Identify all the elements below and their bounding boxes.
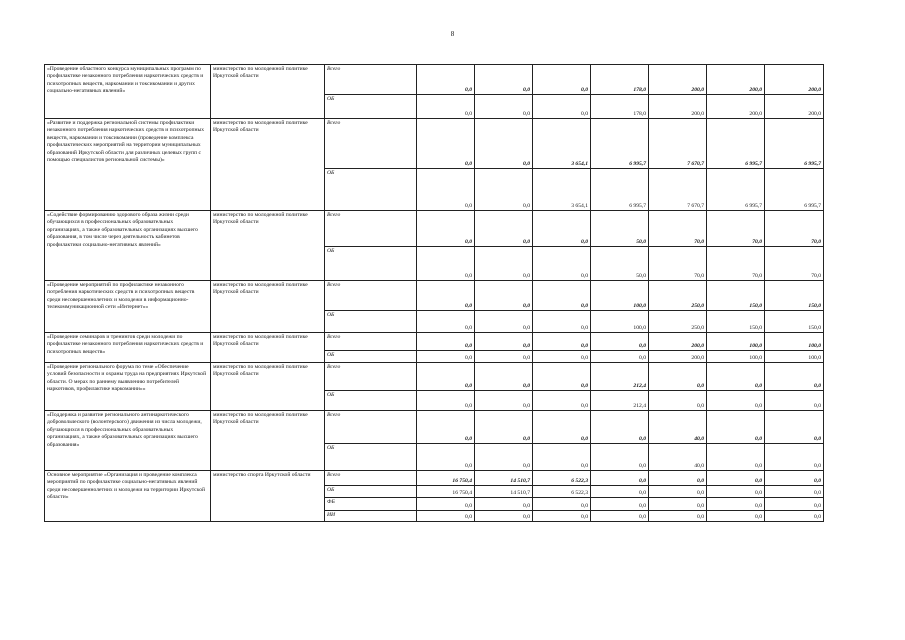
table-row — [45, 363, 824, 391]
table-row — [45, 333, 824, 351]
event-name-cell: «Проведение областного конкурса муниципальных программ по профилактике незаконного потребления наркотических средств и психотропных веществ, наркомании и токсикомании и других социально-негативных явлений» — [45, 65, 211, 119]
funding-source-cell: ФБ — [325, 498, 417, 511]
amount-cell: 200,0 — [707, 95, 765, 119]
amount-cell: 0,0 — [417, 351, 475, 363]
amount-cell: 0,0 — [533, 211, 591, 247]
funding-source-cell: ОБ — [325, 351, 417, 363]
amount-cell: 200,0 — [649, 333, 707, 351]
amount-cell: 150,0 — [707, 281, 765, 311]
amount-cell: 0,0 — [475, 498, 533, 511]
amount-cell: 50,0 — [591, 247, 649, 281]
amount-cell: 0,0 — [533, 411, 591, 444]
amount-cell: 100,0 — [591, 281, 649, 311]
amount-cell: 0,0 — [707, 411, 765, 444]
funding-source-cell: ИИ — [325, 511, 417, 522]
amount-cell: 6 995,7 — [707, 119, 765, 169]
amount-cell: 3 654,1 — [533, 169, 591, 211]
amount-cell: 0,0 — [649, 471, 707, 486]
funding-source-cell: ОБ — [325, 247, 417, 281]
event-name-cell: «Содействие формированию здорового образа жизни среди обучающихся в профессиональных образовательных организациях, а также образовательных организациях высшего образования, в том числе через деятельность кабинетов профилактики социально-негативных явлений» — [45, 211, 211, 281]
amount-cell: 0,0 — [417, 281, 475, 311]
amount-cell: 0,0 — [475, 511, 533, 522]
funding-source-cell: ОБ — [325, 95, 417, 119]
amount-cell: 0,0 — [533, 95, 591, 119]
amount-cell: 0,0 — [707, 391, 765, 411]
amount-cell: 0,0 — [707, 498, 765, 511]
amount-cell: 250,0 — [649, 311, 707, 333]
event-name-cell: «Проведение регионального форума по теме «Обеспечение условий безопасности и охраны труда на предприятиях Иркутской области. О мерах по раннему выявлению потребителей наркотиков, профилактике наркомании»» — [45, 363, 211, 411]
funding-source-cell: Всего — [325, 363, 417, 391]
amount-cell: 16 750,4 — [417, 486, 475, 498]
amount-cell: 200,0 — [707, 65, 765, 95]
amount-cell: 6 995,7 — [707, 169, 765, 211]
table-row — [45, 471, 824, 486]
amount-cell: 0,0 — [591, 411, 649, 444]
amount-cell: 70,0 — [765, 211, 824, 247]
amount-cell: 0,0 — [649, 486, 707, 498]
table-row — [45, 411, 824, 444]
amount-cell: 0,0 — [417, 411, 475, 444]
amount-cell: 0,0 — [533, 333, 591, 351]
amount-cell: 200,0 — [649, 351, 707, 363]
amount-cell: 178,0 — [591, 65, 649, 95]
amount-cell: 0,0 — [475, 351, 533, 363]
amount-cell: 70,0 — [649, 247, 707, 281]
amount-cell: 0,0 — [591, 511, 649, 522]
amount-cell: 0,0 — [533, 65, 591, 95]
amount-cell: 200,0 — [649, 95, 707, 119]
amount-cell: 200,0 — [765, 95, 824, 119]
amount-cell: 100,0 — [591, 311, 649, 333]
funding-source-cell: ОБ — [325, 311, 417, 333]
amount-cell: 0,0 — [417, 247, 475, 281]
amount-cell: 40,0 — [649, 411, 707, 444]
amount-cell: 0,0 — [417, 363, 475, 391]
amount-cell: 0,0 — [417, 391, 475, 411]
amount-cell: 6 522,3 — [533, 486, 591, 498]
funding-source-cell: Всего — [325, 211, 417, 247]
amount-cell: 14 510,7 — [475, 486, 533, 498]
amount-cell: 0,0 — [475, 281, 533, 311]
funding-source-cell: ОБ — [325, 391, 417, 411]
funding-source-cell: ОБ — [325, 169, 417, 211]
amount-cell: 70,0 — [649, 211, 707, 247]
amount-cell: 0,0 — [533, 498, 591, 511]
amount-cell: 150,0 — [765, 311, 824, 333]
amount-cell: 0,0 — [707, 363, 765, 391]
amount-cell: 0,0 — [475, 95, 533, 119]
amount-cell: 0,0 — [707, 471, 765, 486]
amount-cell: 212,4 — [591, 363, 649, 391]
amount-cell: 70,0 — [707, 211, 765, 247]
amount-cell: 0,0 — [417, 95, 475, 119]
amount-cell: 0,0 — [533, 444, 591, 471]
funding-source-cell: ОБ — [325, 486, 417, 498]
amount-cell: 0,0 — [417, 311, 475, 333]
amount-cell: 0,0 — [417, 211, 475, 247]
amount-cell: 0,0 — [649, 498, 707, 511]
amount-cell: 0,0 — [533, 363, 591, 391]
funding-source-cell: Всего — [325, 65, 417, 95]
amount-cell: 0,0 — [765, 363, 824, 391]
amount-cell: 0,0 — [707, 444, 765, 471]
executor-cell: министерство по молодежной политике Иркутской области — [211, 65, 325, 119]
event-name-cell: «Проведение семинаров и тренингов среди молодежи по профилактике незаконного потребления наркотических средств и психотропных веществ» — [45, 333, 211, 363]
funding-source-cell: Всего — [325, 333, 417, 351]
amount-cell: 40,0 — [649, 444, 707, 471]
amount-cell: 0,0 — [533, 311, 591, 333]
executor-cell: министерство по молодежной политике Иркутской области — [211, 411, 325, 471]
amount-cell: 0,0 — [475, 169, 533, 211]
amount-cell: 0,0 — [765, 471, 824, 486]
event-name-cell: «Развитие и поддержка региональной системы профилактики незаконного потребления наркотических средств и психотропных веществ, наркомании и токсикомании (проведение комплекса профилактических мероприятий на территории муниципальных образований Иркутской области для различных целевых групп с помощью специалистов региональной системы)» — [45, 119, 211, 211]
funding-source-cell: Всего — [325, 411, 417, 444]
amount-cell: 6 522,3 — [533, 471, 591, 486]
amount-cell: 0,0 — [765, 511, 824, 522]
event-name-cell: «Поддержка и развитие регионального антинаркотического добровольческого (волонтерского) движения из числа молодежи, обучающихся в профессиональных образовательных организациях, а также образовательных организациях высшего образования» — [45, 411, 211, 471]
amount-cell: 0,0 — [417, 333, 475, 351]
amount-cell: 0,0 — [765, 444, 824, 471]
amount-cell: 0,0 — [417, 169, 475, 211]
amount-cell: 0,0 — [475, 444, 533, 471]
amount-cell: 0,0 — [533, 351, 591, 363]
amount-cell: 0,0 — [475, 333, 533, 351]
amount-cell: 70,0 — [765, 247, 824, 281]
executor-cell: министерство по молодежной политике Иркутской области — [211, 211, 325, 281]
amount-cell: 100,0 — [765, 333, 824, 351]
funding-source-cell: Всего — [325, 471, 417, 486]
executor-cell: министерство спорта Иркутской области — [211, 471, 325, 522]
amount-cell: 0,0 — [475, 363, 533, 391]
amount-cell: 16 750,4 — [417, 471, 475, 486]
budget-table — [44, 64, 824, 522]
amount-cell: 0,0 — [765, 498, 824, 511]
amount-cell: 14 510,7 — [475, 471, 533, 486]
page-number: 8 — [450, 30, 455, 38]
amount-cell: 0,0 — [649, 363, 707, 391]
event-name-cell: «Проведение мероприятий по профилактике незаконного потребления наркотических средств и психотропных веществ среди несовершеннолетних и молодежи в информационно-телекоммуникационной сети «Интернет»» — [45, 281, 211, 333]
amount-cell: 0,0 — [417, 444, 475, 471]
amount-cell: 0,0 — [475, 119, 533, 169]
amount-cell: 0,0 — [591, 333, 649, 351]
amount-cell: 0,0 — [475, 411, 533, 444]
amount-cell: 6 995,7 — [765, 169, 824, 211]
amount-cell: 100,0 — [707, 333, 765, 351]
amount-cell: 6 995,7 — [591, 169, 649, 211]
amount-cell: 3 654,1 — [533, 119, 591, 169]
amount-cell: 0,0 — [649, 511, 707, 522]
table-row — [45, 65, 824, 95]
amount-cell: 0,0 — [591, 498, 649, 511]
executor-cell: министерство по молодежной политике Иркутской области — [211, 333, 325, 363]
amount-cell: 0,0 — [417, 65, 475, 95]
amount-cell: 0,0 — [649, 391, 707, 411]
amount-cell: 70,0 — [707, 247, 765, 281]
amount-cell: 0,0 — [707, 486, 765, 498]
amount-cell: 6 995,7 — [765, 119, 824, 169]
amount-cell: 0,0 — [533, 391, 591, 411]
amount-cell: 0,0 — [707, 511, 765, 522]
table-row — [45, 211, 824, 247]
amount-cell: 0,0 — [417, 119, 475, 169]
amount-cell: 7 670,7 — [649, 169, 707, 211]
amount-cell: 0,0 — [533, 511, 591, 522]
amount-cell: 0,0 — [765, 391, 824, 411]
executor-cell: министерство по молодежной политике Иркутской области — [211, 281, 325, 333]
amount-cell: 178,0 — [591, 95, 649, 119]
amount-cell: 100,0 — [765, 351, 824, 363]
amount-cell: 0,0 — [475, 391, 533, 411]
amount-cell: 0,0 — [591, 471, 649, 486]
amount-cell: 0,0 — [533, 281, 591, 311]
executor-cell: министерство по молодежной политике Иркутской области — [211, 119, 325, 211]
amount-cell: 0,0 — [591, 444, 649, 471]
amount-cell: 0,0 — [591, 351, 649, 363]
amount-cell: 0,0 — [765, 486, 824, 498]
amount-cell: 0,0 — [417, 511, 475, 522]
amount-cell: 0,0 — [591, 486, 649, 498]
amount-cell: 212,4 — [591, 391, 649, 411]
funding-source-cell: Всего — [325, 281, 417, 311]
table-row — [45, 119, 824, 169]
amount-cell: 200,0 — [649, 65, 707, 95]
funding-source-cell: Всего — [325, 119, 417, 169]
amount-cell: 100,0 — [707, 351, 765, 363]
amount-cell: 50,0 — [591, 211, 649, 247]
amount-cell: 6 995,7 — [591, 119, 649, 169]
amount-cell: 0,0 — [533, 247, 591, 281]
funding-source-cell: ОБ — [325, 444, 417, 471]
amount-cell: 150,0 — [707, 311, 765, 333]
event-name-cell: Основное мероприятие «Организация и проведение комплекса мероприятий по профилактике социально-негативных явлений среди несовершеннолетних и молодежи на территории Иркутской области» — [45, 471, 211, 522]
amount-cell: 0,0 — [417, 498, 475, 511]
amount-cell: 200,0 — [765, 65, 824, 95]
amount-cell: 0,0 — [475, 211, 533, 247]
amount-cell: 0,0 — [765, 411, 824, 444]
amount-cell: 150,0 — [765, 281, 824, 311]
executor-cell: министерство по молодежной политике Иркутской области — [211, 363, 325, 411]
amount-cell: 0,0 — [475, 311, 533, 333]
table-row — [45, 281, 824, 311]
amount-cell: 0,0 — [475, 65, 533, 95]
amount-cell: 250,0 — [649, 281, 707, 311]
amount-cell: 7 670,7 — [649, 119, 707, 169]
amount-cell: 0,0 — [475, 247, 533, 281]
